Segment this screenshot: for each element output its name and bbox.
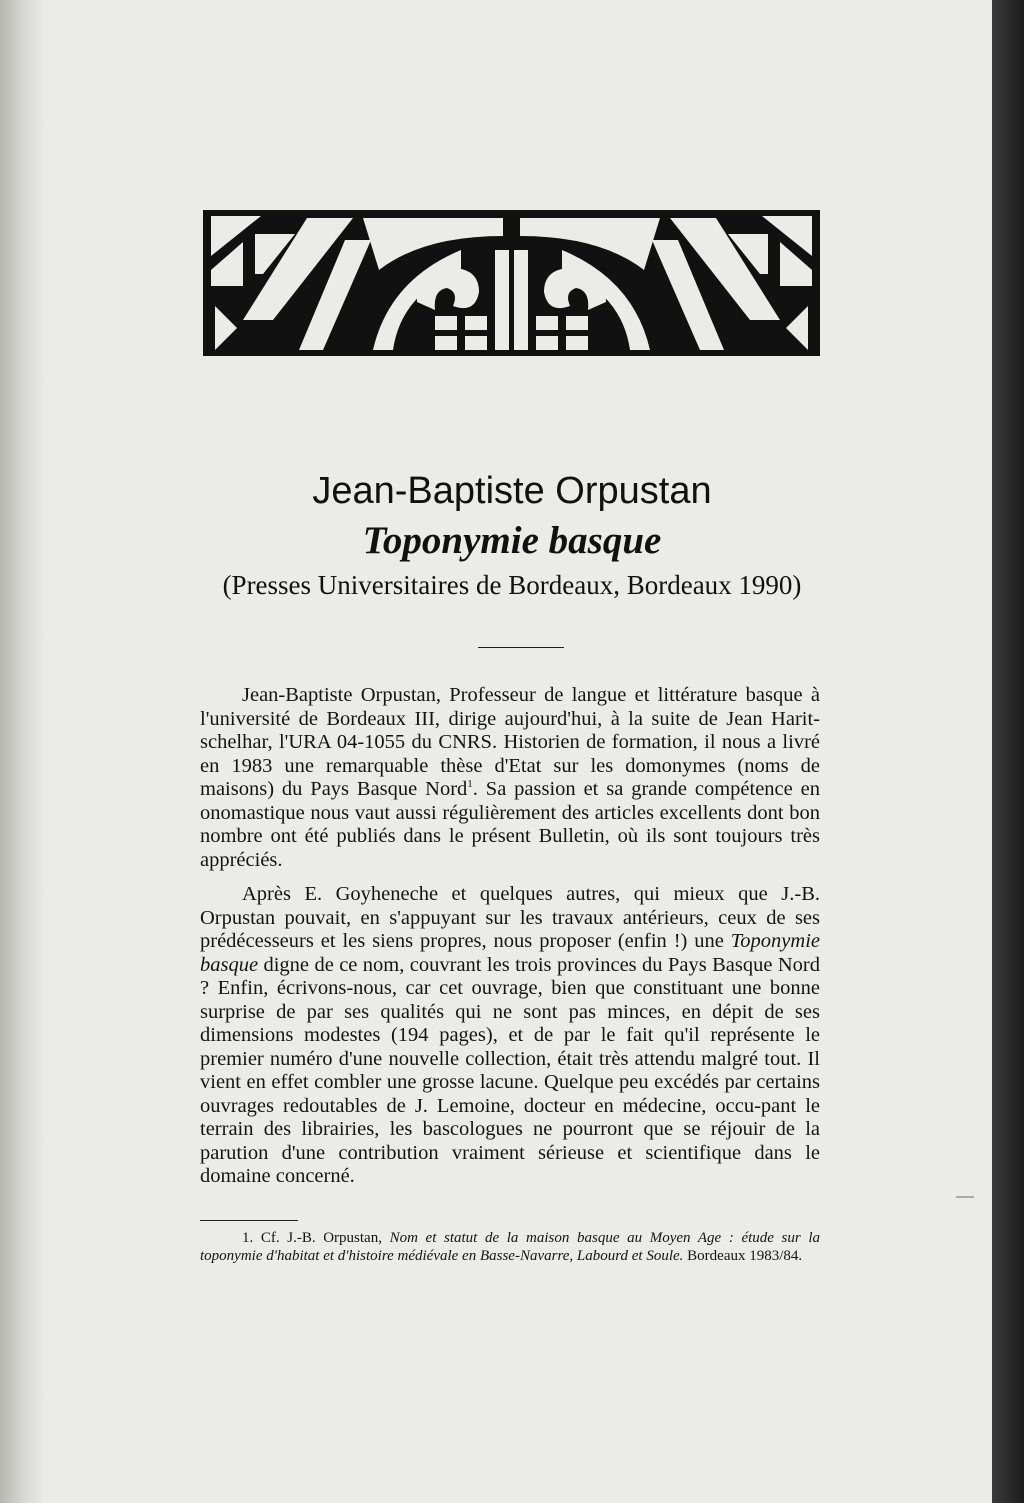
gutter-shadow [0, 0, 46, 1503]
book-title: Toponymie basque [362, 519, 662, 562]
footnote-text-b: Bordeaux 1983/84. [683, 1248, 803, 1264]
footnote-ref[interactable]: 1 [467, 778, 473, 791]
basque-frieze-ornament [203, 210, 820, 356]
paragraph-1-text-end: . Sa passion et sa grande compétence en onomastique nous vaut aussi régulièrement des articles excellents dont bon nombre ont été publiés dans le présent Bulletin, où ils sont toujours très appréciés. [200, 778, 820, 871]
paragraph-2-text-b: digne de ce nom, couvrant les trois provinces du Pays Basque Nord ? Enfin, écrivons-nous, car cet ouvrage, bien que constituant une bonne surprise de par ses qualités qui ne sont pas minces, en dépit de ses dimensions modestes (194 pages), et de par le fait qu'il représente le premier numéro d'une nouvelle collection, était très attendu malgré tout. Il vient en effet combler une grosse lacune. Quelque peu excédés par certains ouvrages redoutables de J. Lemoine, docteur en médecine, occu-pant le terrain des librairies, les bascologues ne pourront que se réjouir de la parution d'une contribution vraiment sérieuse et scientifique dans le domaine concerné. [200, 953, 820, 1187]
paragraph-2 [200, 883, 820, 1189]
margin-mark [956, 1196, 974, 1198]
title-divider [478, 647, 564, 648]
footnote-italic: Nom et statut de la maison basque au Moyen Age : étude sur la toponymie d'habitat et d'histoire médiévale en Basse-Navarre, Labourd et Soule. [200, 1230, 821, 1264]
footnote-1 [200, 1229, 820, 1265]
scanner-background [992, 0, 1024, 1503]
paragraph-1 [200, 684, 820, 872]
paragraph-2-italic: Toponymie basque [200, 930, 820, 976]
publisher-line: (Presses Universitaires de Bordeaux, Bordeaux 1990) [222, 570, 802, 600]
author-heading: Jean-Baptiste Orpustan [312, 470, 712, 512]
footnote-divider [200, 1220, 298, 1221]
article-body [200, 684, 820, 1200]
paragraph-1-text: Jean-Baptiste Orpustan, Professeur de langue et littérature basque à l'université de Bordeaux III, dirige aujourd'hui, à la suite de Jean Harit-schelhar, l'URA 04-1055 du CNRS. Historien de formation, il nous a livré en 1983 une remarquable thèse d'Etat sur les domonymes (noms de maisons) du Pays Basque Nord [200, 684, 820, 800]
paragraph-2-text-a: Après E. Goyheneche et quelques autres, qui mieux que J.-B. Orpustan pouvait, en s'appuyant sur les travaux antérieurs, ceux de ses prédécesseurs et les siens propres, nous proposer (enfin !) une [200, 883, 820, 952]
footnote-text-a: 1. Cf. J.-B. Orpustan, [242, 1230, 390, 1246]
